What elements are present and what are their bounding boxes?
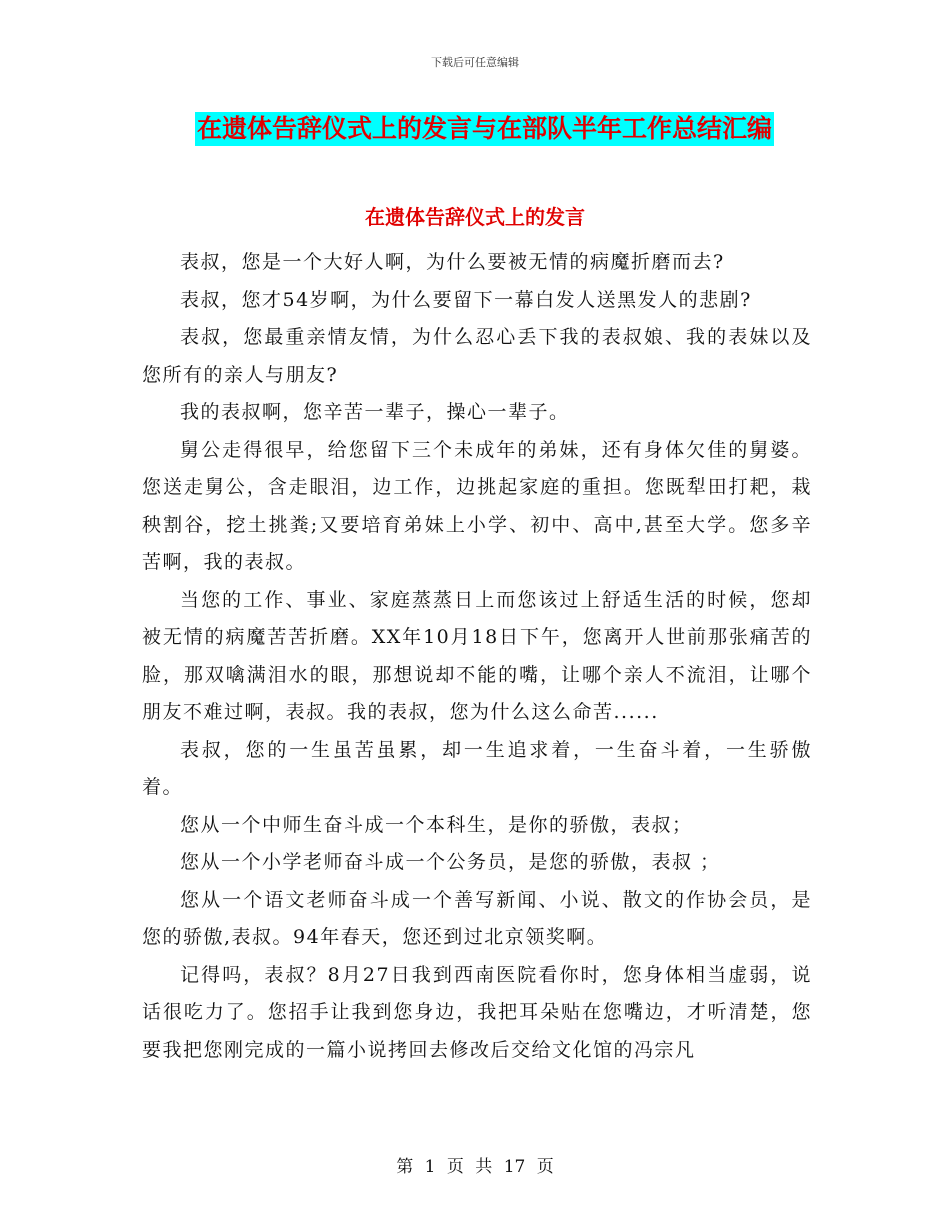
paragraph: 当您的工作、事业、家庭蒸蒸日上而您该过上舒适生活的时候，您却被无情的病魔苦苦折磨。XX年10月18日下午，您离开人世前那张痛苦的脸，那双噙满泪水的眼，那想说却不能的嘴，让哪个亲人不流泪，让哪个朋友不难过啊，表叔。我的表叔，您为什么这么命苦......	[142, 588, 812, 723]
paragraph: 您从一个小学老师奋斗成一个公务员，是您的骄傲，表叔 ；	[180, 851, 721, 873]
paragraph: 舅公走得很早，给您留下三个未成年的弟妹，还有身体欠佳的舅婆。您送走舅公，含走眼泪，边工作，边挑起家庭的重担。您既犁田打耙，栽秧割谷，挖土挑粪;又要培育弟妹上小学、初中、高中,甚至大学。您多辛苦啊，我的表叔。	[142, 438, 812, 573]
paragraph: 表叔，您才54岁啊，为什么要留下一幕白发人送黑发人的悲剧?	[180, 288, 752, 311]
paragraph: 您从一个语文老师奋斗成一个善写新闻、小说、散文的作协会员，是您的骄傲,表叔。94年春天，您还到过北京领奖啊。	[142, 888, 812, 948]
paragraph: 记得吗，表叔？8月27日我到西南医院看你时，您身体相当虚弱，说话很吃力了。您招手让我到您身边，我把耳朵贴在您嘴边，才听清楚，您要我把您刚完成的一篇小说拷回去修改后交给文化馆的冯宗凡	[142, 963, 812, 1061]
paragraph: 表叔，您是一个大好人啊，为什么要被无情的病魔折磨而去?	[180, 251, 725, 273]
body-text	[142, 244, 812, 1069]
section-title: 在遗体告辞仪式上的发言	[365, 205, 585, 229]
paragraph: 您从一个中师生奋斗成一个本科生，是你的骄傲，表叔；	[180, 813, 693, 836]
paragraph: 我的表叔啊，您辛苦一辈子，操心一辈子。	[180, 401, 570, 423]
header-note: 下载后可任意编辑	[431, 56, 519, 69]
paragraph: 表叔，您的一生虽苦虽累，却一生追求着，一生奋斗着，一生骄傲着。	[142, 738, 812, 798]
document-title: 在遗体告辞仪式上的发言与在部队半年工作总结汇编	[195, 112, 774, 146]
page-footer: 第 1 页 共 17 页	[396, 1157, 554, 1177]
paragraph: 表叔，您最重亲情友情，为什么忍心丢下我的表叔娘、我的表妹以及您所有的亲人与朋友?	[142, 326, 812, 386]
